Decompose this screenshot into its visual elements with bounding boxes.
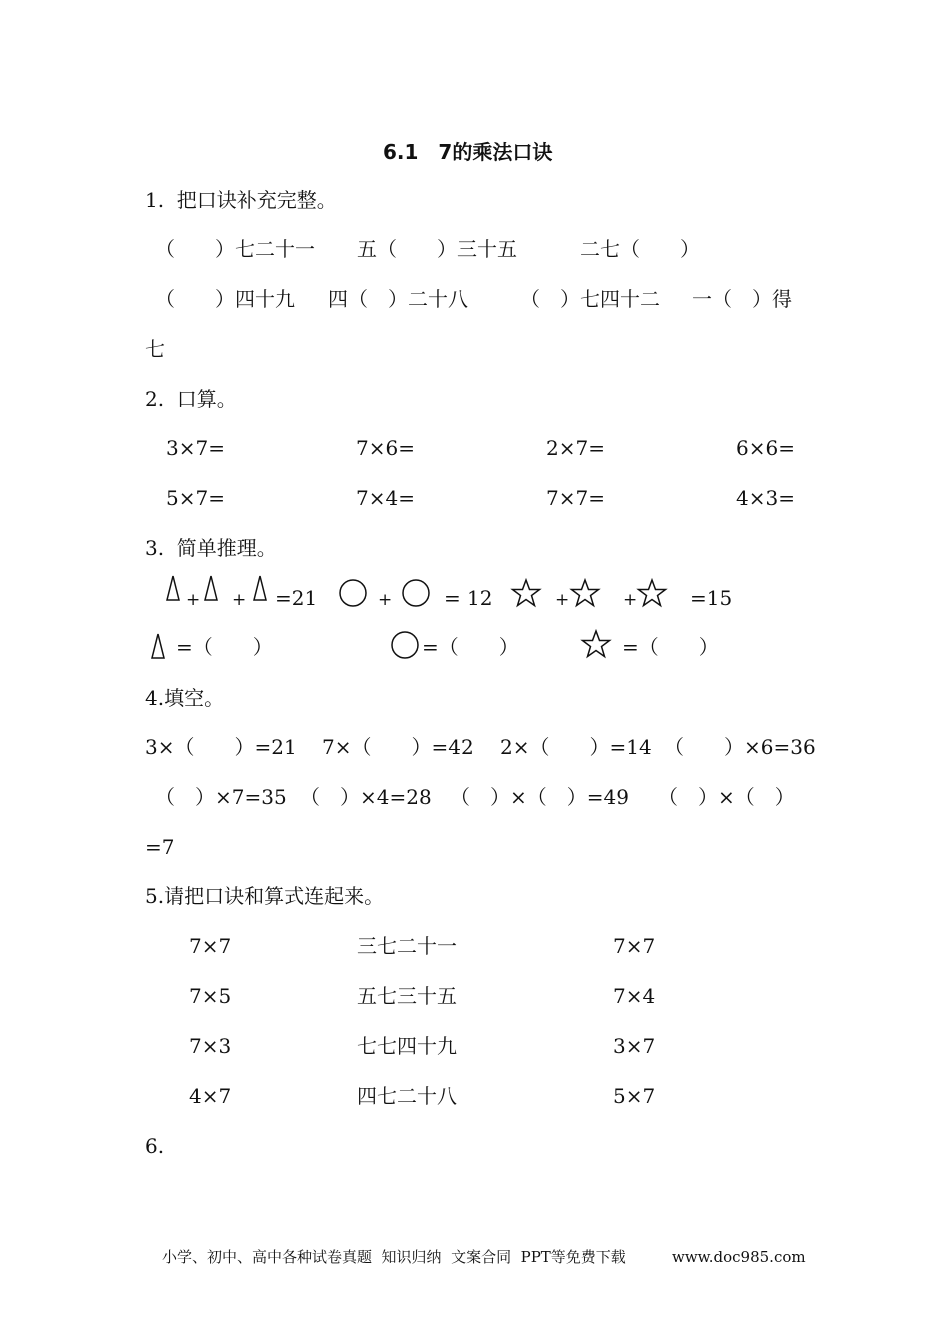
q1-blank: （ ）七二十一: [155, 237, 315, 261]
q1-blank: 五（ ）三十五: [357, 237, 517, 261]
circle-sum: 12: [467, 586, 493, 610]
q5-heading: 5.请把口诀和算式连起来。: [145, 884, 385, 908]
q6-heading: 6.: [145, 1134, 165, 1158]
right-expression: 7×7: [613, 934, 656, 958]
footer-link[interactable]: www.doc985.com: [672, 1248, 806, 1266]
fill-blank-item: （ ）×6=36: [664, 735, 816, 759]
q1-blank: （ ）七四十二: [520, 287, 660, 311]
left-expression: 7×3: [189, 1034, 232, 1058]
triangle-sum: =21: [275, 586, 318, 610]
mental-math-item: 7×4=: [356, 486, 415, 510]
triangle-answer: =（ ）: [176, 635, 273, 659]
fill-blank-item: 2×（ ）=14: [500, 735, 652, 759]
mnemonic-item: 四七二十八: [357, 1084, 457, 1108]
mnemonic-item: 七七四十九: [357, 1034, 457, 1058]
left-expression: 4×7: [189, 1084, 232, 1108]
mnemonic-item: 三七二十一: [357, 934, 457, 958]
fill-blank-item: （ ）×4=28: [300, 785, 432, 809]
q1-continuation: 七: [145, 337, 165, 361]
mental-math-item: 5×7=: [166, 486, 225, 510]
right-expression: 5×7: [613, 1084, 656, 1108]
mental-math-item: 3×7=: [166, 436, 225, 460]
plus-sign: +: [232, 590, 247, 610]
circle-answer: =（ ）: [422, 635, 519, 659]
fill-blank-item: （ ）×（ ）=49: [450, 785, 629, 809]
fill-blank-item: （ ）×7=35: [155, 785, 287, 809]
left-expression: 7×5: [189, 984, 232, 1008]
circle-icon: [389, 630, 421, 660]
circle-icon: [400, 578, 432, 608]
mental-math-item: 7×6=: [356, 436, 415, 460]
mnemonic-item: 五七三十五: [357, 984, 457, 1008]
plus-sign: +: [555, 590, 570, 610]
triangle-icon: [150, 632, 166, 660]
star-answer: =（ ）: [622, 635, 719, 659]
star-icon: [510, 578, 542, 608]
triangle-icon: [165, 574, 181, 602]
plus-sign: +: [623, 590, 638, 610]
mental-math-item: 2×7=: [546, 436, 605, 460]
mental-math-item: 6×6=: [736, 436, 795, 460]
circle-icon: [337, 578, 369, 608]
q1-blank: 四（ ）二十八: [328, 287, 468, 311]
fill-blank-item: （ ）×（ ）: [658, 785, 795, 809]
star-sum: =15: [690, 586, 733, 610]
star-icon: [636, 578, 668, 608]
equals-sign: =: [444, 586, 461, 610]
right-expression: 3×7: [613, 1034, 656, 1058]
q1-blank: 二七（ ）: [580, 237, 700, 261]
plus-sign: +: [378, 590, 393, 610]
footer-text: 小学、初中、高中各种试卷真题 知识归纳 文案合同 PPT等免费下载: [162, 1248, 626, 1266]
q3-heading: 3. 简单推理。: [145, 536, 277, 560]
fill-blank-item: 7×（ ）=42: [322, 735, 474, 759]
q2-heading: 2. 口算。: [145, 387, 237, 411]
mental-math-item: 7×7=: [546, 486, 605, 510]
plus-sign: +: [186, 590, 201, 610]
q4-continuation: =7: [145, 835, 175, 859]
q1-heading: 1. 把口诀补充完整。: [145, 188, 337, 212]
star-icon: [569, 578, 601, 608]
star-icon: [580, 629, 612, 659]
q1-blank: （ ）四十九: [155, 287, 295, 311]
right-expression: 7×4: [613, 984, 656, 1008]
fill-blank-item: 3×（ ）=21: [145, 735, 297, 759]
triangle-icon: [252, 574, 268, 602]
q4-heading: 4.填空。: [145, 686, 225, 710]
left-expression: 7×7: [189, 934, 232, 958]
triangle-icon: [203, 574, 219, 602]
page-title: 6.1 7的乘法口诀: [383, 140, 553, 164]
mental-math-item: 4×3=: [736, 486, 795, 510]
q1-blank: 一（ ）得: [692, 287, 792, 311]
